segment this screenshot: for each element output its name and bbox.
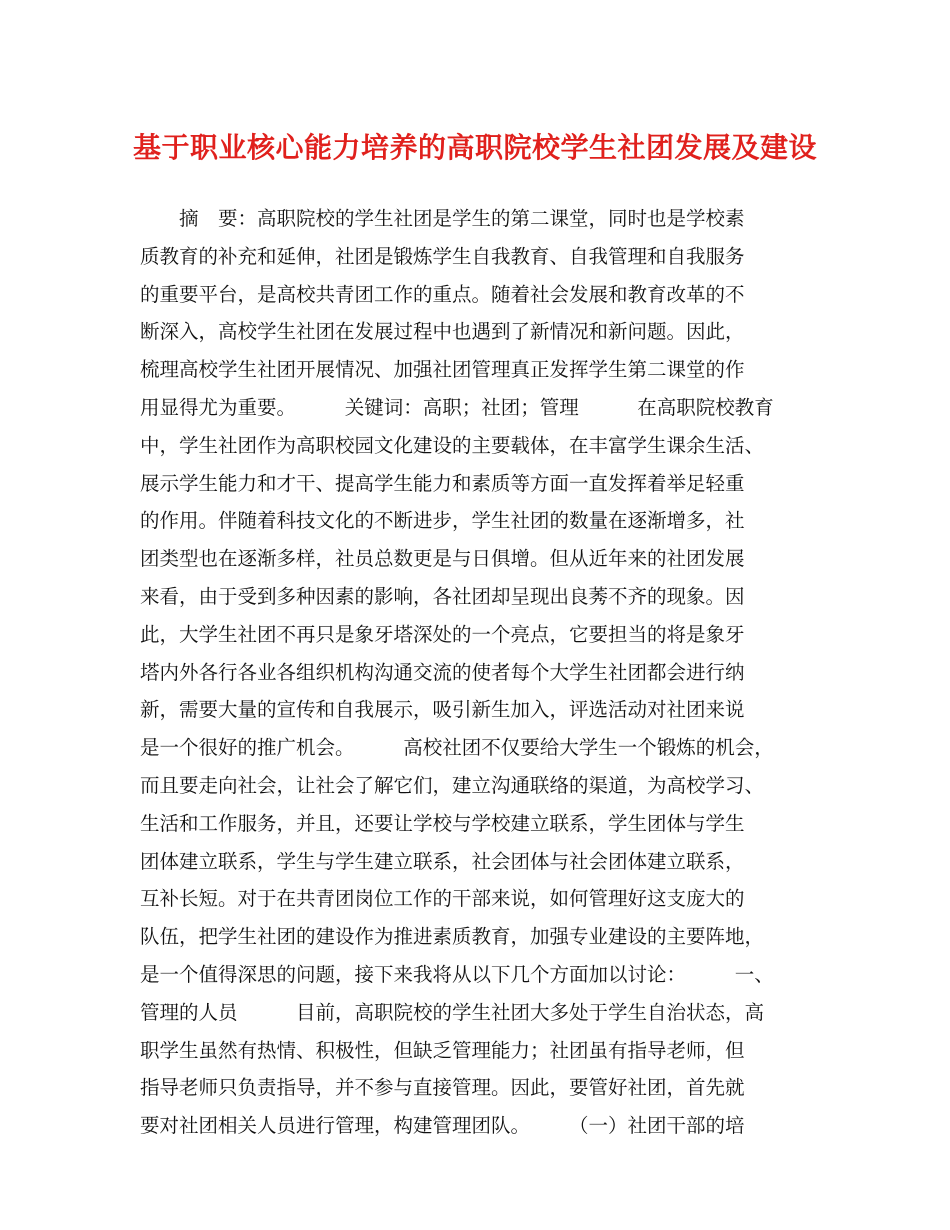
- body-text-line: 质教育的补充和延伸，社团是锻炼学生自我教育、自我管理和自我服务: [140, 244, 745, 268]
- body-text-line: 的重要平台，是高校共青团工作的重点。随着社会发展和教育改革的不: [140, 282, 745, 306]
- body-text-line: 断深入，高校学生社团在发展过程中也遇到了新情况和新问题。因此，: [140, 320, 745, 344]
- body-text-line: 摘 要：高职院校的学生社团是学生的第二课堂，同时也是学校素: [140, 207, 745, 230]
- body-text-line: 塔内外各行各业各组织机构沟通交流的使者每个大学生社团都会进行纳: [140, 660, 745, 684]
- document-body: [140, 200, 830, 1145]
- body-text-line: 来看，由于受到多种因素的影响，各社团却呈现出良莠不齐的现象。因: [140, 584, 745, 608]
- body-text-line: 而且要走向社会，让社会了解它们，建立沟通联络的渠道，为高校学习、: [140, 773, 765, 797]
- body-text-line: 此，大学生社团不再只是象牙塔深处的一个亮点，它要担当的将是象牙: [140, 622, 745, 646]
- body-text-line: 生活和工作服务，并且，还要让学校与学校建立联系，学生团体与学生: [140, 811, 745, 835]
- body-text-line: 的作用。伴随着科技文化的不断进步，学生社团的数量在逐渐增多，社: [140, 509, 745, 533]
- body-text-line: 职学生虽然有热情、积极性，但缺乏管理能力；社团虽有指导老师，但: [140, 1038, 745, 1062]
- body-text-line: 指导老师只负责指导，并不参与直接管理。因此，要管好社团，首先就: [140, 1076, 745, 1100]
- document-title: 基于职业核心能力培养的高职院校学生社团发展及建设: [132, 131, 817, 164]
- body-text-line: 团类型也在逐渐多样，社员总数更是与日俱增。但从近年来的社团发展: [140, 547, 745, 571]
- body-text-line: 互补长短。对于在共青团岗位工作的干部来说，如何管理好这支庞大的: [140, 887, 745, 911]
- body-text-line: 是一个很好的推广机会。 高校社团不仅要给大学生一个锻炼的机会，: [140, 736, 774, 760]
- body-text-line: 团体建立联系，学生与学生建立联系，社会团体与社会团体建立联系，: [140, 849, 745, 873]
- body-text-line: 中，学生社团作为高职校园文化建设的主要载体，在丰富学生课余生活、: [140, 433, 765, 457]
- body-text-line: 展示学生能力和才干、提高学生能力和素质等方面一直发挥着举足轻重: [140, 471, 745, 495]
- body-text-line: 是一个值得深思的问题，接下来我将从以下几个方面加以讨论： 一、: [140, 962, 774, 986]
- body-text-line: 管理的人员 目前，高职院校的学生社团大多处于学生自治状态，高: [140, 1000, 765, 1024]
- body-text-line: 要对社团相关人员进行管理，构建管理团队。 （一）社团干部的培: [140, 1114, 745, 1138]
- body-text-line: 用显得尤为重要。 关键词：高职；社团；管理 在高职院校教育: [140, 395, 774, 419]
- body-text-line: 新，需要大量的宣传和自我展示，吸引新生加入，评选活动对社团来说: [140, 698, 745, 722]
- body-text-line: 队伍，把学生社团的建设作为推进素质教育，加强专业建设的主要阵地，: [140, 925, 765, 949]
- body-text-line: 梳理高校学生社团开展情况、加强社团管理真正发挥学生第二课堂的作: [140, 358, 745, 382]
